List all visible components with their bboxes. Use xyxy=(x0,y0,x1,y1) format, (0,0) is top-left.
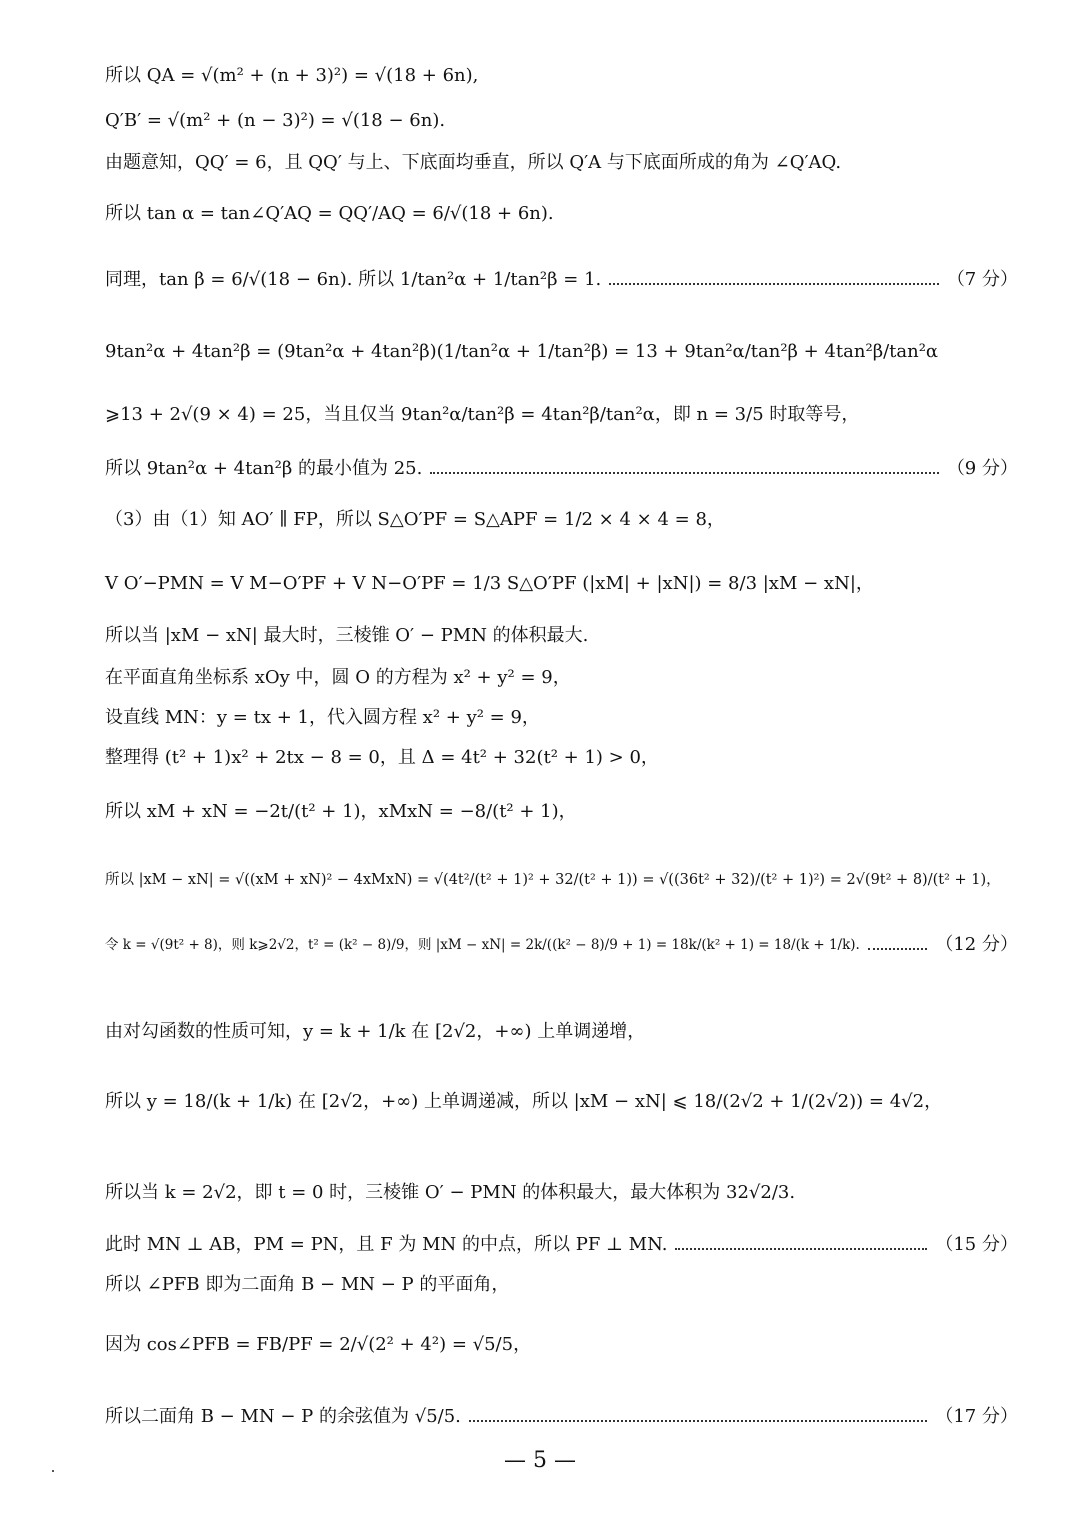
solution-line-text: 所以 QA = √(m² + (n + 3)²) = √(18 + 6n), xyxy=(105,65,479,86)
dotted-leader xyxy=(675,1248,927,1250)
solution-line-text: 令 k = √(9t² + 8)，则 k⩾2√2，t² = (k² − 8)/9，则 |xM − xN| = 2k/((k² − 8)/9 + 1) = 18k/(k² + 1) = 18/(k + 1/k). xyxy=(105,937,860,953)
solution-line-text: 所以 xM + xN = −2t/(t² + 1)，xMxN = −8/(t² + 1)， xyxy=(105,801,577,822)
solution-line xyxy=(105,267,1018,293)
solution-line xyxy=(105,507,1018,533)
solution-line xyxy=(105,1404,1018,1430)
solution-line xyxy=(105,745,1018,771)
solution-line-text: 所以 tan α = tan∠Q′AQ = QQ′/AQ = 6/√(18 + 6n). xyxy=(105,203,554,224)
solution-line xyxy=(105,1332,1018,1358)
solution-line-text: 设直线 MN：y = tx + 1，代入圆方程 x² + y² = 9， xyxy=(105,707,540,728)
solution-line-text: 此时 MN ⊥ AB，PM = PN，且 F 为 MN 的中点，所以 PF ⊥ MN. xyxy=(105,1234,668,1255)
solution-line-text: 所以 y = 18/(k + 1/k) 在 [2√2，+∞) 上单调递减，所以 |xM − xN| ⩽ 18/(2√2 + 1/(2√2)) = 4√2， xyxy=(105,1091,943,1112)
solution-line xyxy=(105,1272,1018,1298)
solution-line-text: V O′−PMN = V M−O′PF + V N−O′PF = 1/3 S△O′PF (|xM| + |xN|) = 8/3 |xM − xN|， xyxy=(105,573,874,594)
solution-line xyxy=(105,1232,1018,1258)
score-mark: （7 分） xyxy=(946,269,1018,290)
solution-line-text: ⩾13 + 2√(9 × 4) = 25，当且仅当 9tan²α/tan²β = 4tan²β/tan²α，即 n = 3/5 时取等号， xyxy=(105,404,860,425)
solution-line xyxy=(105,571,1018,597)
dotted-leader xyxy=(868,948,928,950)
solution-line xyxy=(105,339,1018,365)
scan-speck xyxy=(52,1470,54,1472)
solution-line xyxy=(105,456,1018,482)
solution-line xyxy=(105,623,1018,649)
dotted-leader xyxy=(469,1420,927,1422)
score-mark: （15 分） xyxy=(935,1234,1018,1255)
solution-line-text: 由题意知，QQ′ = 6，且 QQ′ 与上、下底面均垂直，所以 Q′A 与下底面所成的角为 ∠Q′AQ. xyxy=(105,152,842,173)
solution-line-text: 所以二面角 B − MN − P 的余弦值为 √5/5. xyxy=(105,1406,461,1427)
solution-line-text: 整理得 (t² + 1)x² + 2tx − 8 = 0，且 Δ = 4t² + 32(t² + 1) > 0， xyxy=(105,747,659,768)
score-mark: （12 分） xyxy=(935,934,1018,955)
solution-line xyxy=(105,1019,1018,1045)
solution-line-text: 由对勾函数的性质可知，y = k + 1/k 在 [2√2，+∞) 上单调递增， xyxy=(105,1021,646,1042)
solution-line xyxy=(105,108,1018,134)
solution-line xyxy=(105,932,1018,958)
solution-line-text: 所以当 k = 2√2，即 t = 0 时，三棱锥 O′ − PMN 的体积最大，最大体积为 32√2/3. xyxy=(105,1182,796,1203)
solution-line xyxy=(105,201,1018,227)
score-mark: （17 分） xyxy=(935,1406,1018,1427)
solution-line xyxy=(105,150,1018,176)
dotted-leader xyxy=(430,472,938,474)
solution-line-text: 同理，tan β = 6/√(18 − 6n). 所以 1/tan²α + 1/tan²β = 1. xyxy=(105,269,602,290)
solution-line xyxy=(105,799,1018,825)
solution-line xyxy=(105,705,1018,731)
solution-line-text: Q′B′ = √(m² + (n − 3)²) = √(18 − 6n). xyxy=(105,110,446,131)
solution-line-text: （3）由（1）知 AO′ ∥ FP，所以 S△O′PF = S△APF = 1/2 × 4 × 4 = 8， xyxy=(105,509,725,530)
solution-line-text: 所以 9tan²α + 4tan²β 的最小值为 25. xyxy=(105,458,423,479)
solution-line xyxy=(105,1180,1018,1206)
page-number: — 5 — xyxy=(504,1448,576,1473)
solution-line-text: 9tan²α + 4tan²β = (9tan²α + 4tan²β)(1/tan²α + 1/tan²β) = 13 + 9tan²α/tan²β + 4tan²β/tan²α xyxy=(105,341,939,362)
solution-line-text: 在平面直角坐标系 xOy 中，圆 O 的方程为 x² + y² = 9， xyxy=(105,667,571,688)
solution-line-text: 因为 cos∠PFB = FB/PF = 2/√(2² + 4²) = √5/5， xyxy=(105,1334,532,1355)
solution-line xyxy=(105,1089,1018,1115)
solution-line-text: 所以 ∠PFB 即为二面角 B − MN − P 的平面角， xyxy=(105,1274,510,1295)
solution-line xyxy=(105,665,1018,691)
solution-line xyxy=(105,402,1018,428)
solution-line xyxy=(105,867,1018,893)
solution-line-text: 所以当 |xM − xN| 最大时，三棱锥 O′ − PMN 的体积最大. xyxy=(105,625,589,646)
score-mark: （9 分） xyxy=(946,458,1018,479)
solution-line xyxy=(105,63,1018,89)
solution-line-text: 所以 |xM − xN| = √((xM + xN)² − 4xMxN) = √(4t²/(t² + 1)² + 32/(t² + 1)) = √((36t² + 32)/(t² + 1)²) = 2√(9t² + 8)/(t² + 1)， xyxy=(105,872,1001,888)
dotted-leader xyxy=(609,283,939,285)
